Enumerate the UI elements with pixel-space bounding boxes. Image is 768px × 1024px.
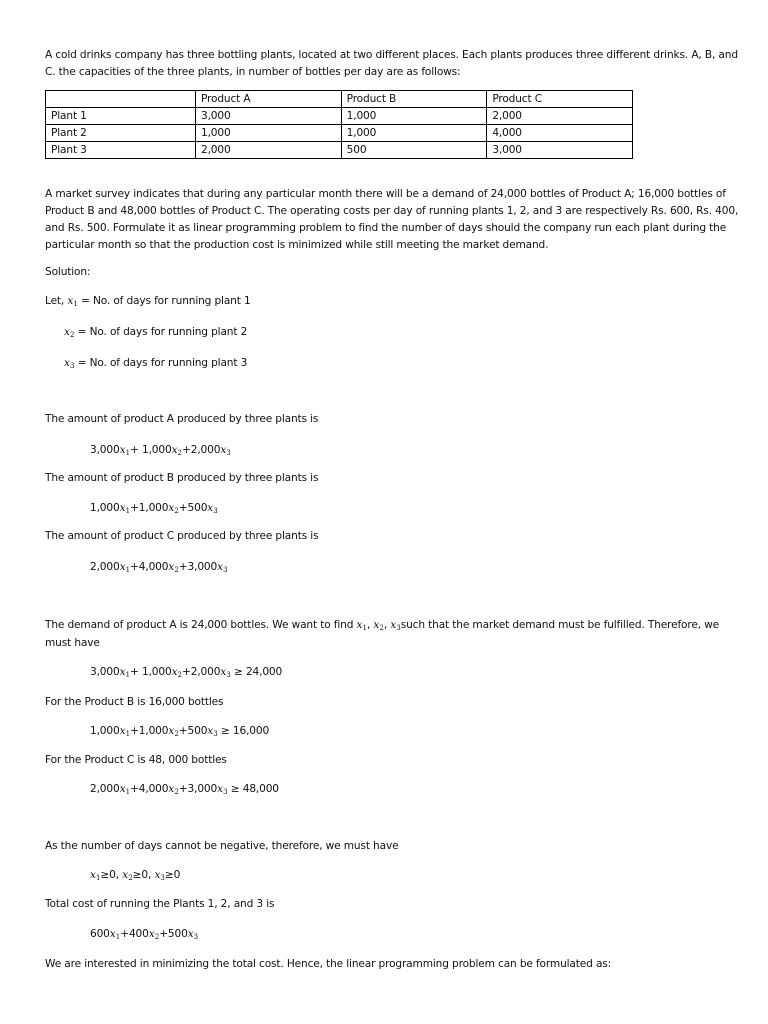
survey-line-4: particular month so that the production cost is minimized while still meeting the market demand. [45,239,549,251]
table-row [46,108,633,125]
table-cell: 2,000 [196,142,342,159]
table-row [46,142,633,159]
table-cell: 2,000 [487,108,633,125]
table-cell: 500 [341,142,487,159]
amount-c-expression: $2,000x_1+4,000x_2+3,000x_3$ [90,561,228,574]
table-cell: 4,000 [487,125,633,142]
table-cell: 3,000 [487,142,633,159]
survey-line-2: Product B and 48,000 bottles of Product C. The operating costs per day of running plants 1, 2, and 3 are respectively Rs. 600, Rs. 400, [45,205,739,217]
intro-line-1: A cold drinks company has three bottling plants, located at two different places. Each plants produces three different drinks. A, B, and [45,49,738,61]
survey-line-3: and Rs. 500. Formulate it as linear programming problem to find the number of days should the company run each plant during the [45,222,727,234]
table-cell: Plant 2 [46,125,196,142]
demand-line-2: must have [45,637,100,649]
closing-text: We are interested in minimizing the total cost. Hence, the linear programming problem can be formulated as: [45,958,612,970]
intro-line-2: C. the capacities of the three plants, in number of bottles per day are as follows: [45,66,461,78]
nonnegativity-text: As the number of days cannot be negative, therefore, we must have [45,840,399,852]
demand-text-end: such that the market demand must be fulfilled. Therefore, we [400,619,720,631]
amount-b-text: The amount of product B produced by three plants is [45,472,319,484]
demand-b-text: For the Product B is 16,000 bottles [45,696,224,708]
table-cell: Plant 3 [46,142,196,159]
table-row [46,125,633,142]
table-cell: 1,000 [341,108,487,125]
cost-expression: $600x_1+400x_2+500x_3$ [90,928,199,941]
survey-line-1: A market survey indicates that during any particular month there will be a demand of 24,000 bottles of Product A; 16,000 bottles of [45,188,726,200]
table-header-cell: Product B [341,91,487,108]
constraint-b: $1,000x_1+1,000x_2+500x_3 \ge 16,000$ [90,725,270,738]
constraint-c: $2,000x_1+4,000x_2+3,000x_3 \ge 48,000$ [90,783,279,796]
demand-line-1: The demand of product A is 24,000 bottles. We want to find $x_1$, $x_2$, $x_3such$ that the market demand must be fulfilled. Therefore, we [45,619,720,632]
cost-text: Total cost of running the Plants 1, 2, and 3 is [45,898,275,910]
amount-a-expression: $3,000x_1+ 1,000x_2+2,000x_3$ [90,444,231,457]
table-header-cell: Product C [487,91,633,108]
table-header-row [46,91,633,108]
variable-definition-2: $x_2 = No$. of days for running plant 2 [64,326,248,339]
table-header-cell [46,91,196,108]
definition-text: = No. of days for running plant 3 [77,357,248,369]
constraint-a: $3,000x_1+ 1,000x_2+2,000x_3 \ge 24,000$ [90,666,283,679]
table-cell: Plant 1 [46,108,196,125]
let-word: Let, [45,295,65,307]
amount-a-text: The amount of product A produced by three plants is [45,413,319,425]
amount-c-text: The amount of product C produced by three plants is [45,530,319,542]
table-cell: 1,000 [341,125,487,142]
capacity-table [45,90,633,159]
table-header-cell: Product A [196,91,342,108]
table-cell: 1,000 [196,125,342,142]
nonnegativity-expression: $x_1\ge 0$, $x_2\ge 0$, $x_3\ge 0$ [90,869,181,882]
variable-definition-3: $x_3 = No$. of days for running plant 3 [64,357,248,370]
table-cell: 3,000 [196,108,342,125]
definition-text: = No. of days for running plant 1 [81,295,251,307]
definition-text: = No. of days for running plant 2 [77,326,248,338]
demand-text-start: The demand of product A is 24,000 bottles. We want to find [45,619,354,631]
demand-c-text: For the Product C is 48, 000 bottles [45,754,227,766]
variable-definition-1: Let, $x_1 = No$. of days for running plant 1 [45,295,251,308]
solution-heading: Solution: [45,266,91,278]
amount-b-expression: $1,000x_1+1,000x_2+500x_3$ [90,502,218,515]
